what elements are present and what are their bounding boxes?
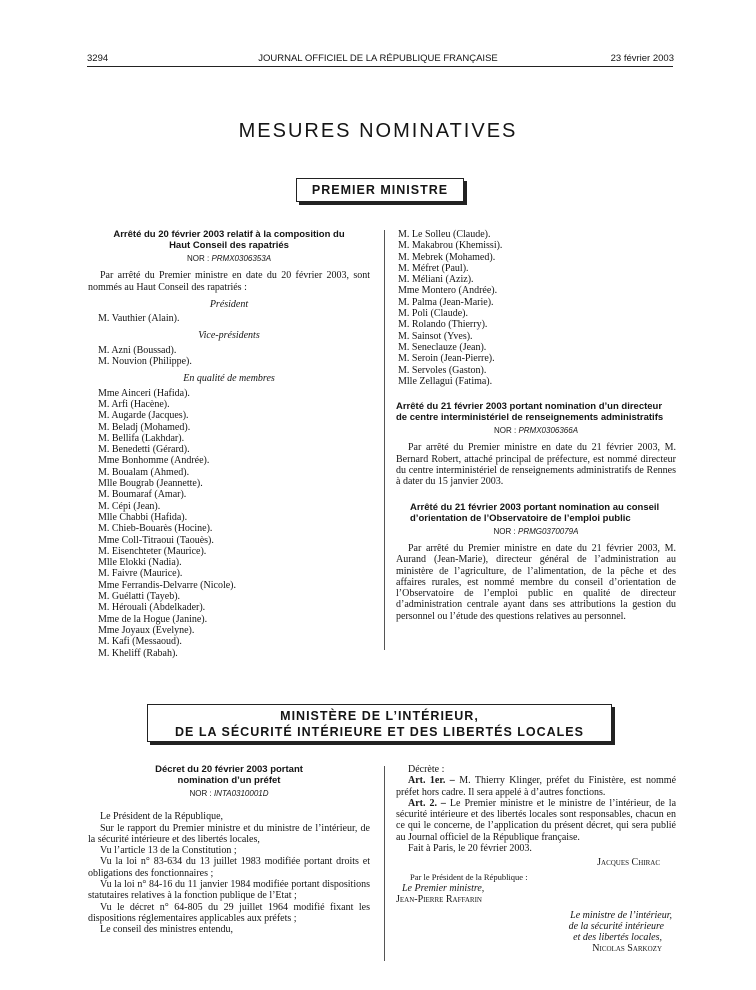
list-item: M. Arfi (Hacène). [98, 398, 170, 410]
list-item: Mlle Elokki (Nadia). [98, 557, 182, 569]
arrete-rapatries [88, 229, 370, 659]
section-title: MESURES NOMINATIVES [238, 120, 518, 142]
ministry-title-line1: MINISTÈRE DE L’INTÉRIEUR, [280, 709, 479, 723]
list-item: M. Chieb-Bouarès (Hocine). [98, 523, 213, 535]
minister-title-2: de la sécurité intérieure [568, 920, 664, 932]
pm-name: Jean-Pierre Raffarin [396, 894, 482, 906]
list-item: M. Nouvion (Philippe). [98, 356, 192, 368]
nor-code: INTA0310001D [213, 789, 269, 798]
list-item: M. Palma (Jean-Marie). [398, 296, 494, 308]
list-item: M. Kheliff (Rabah). [98, 647, 178, 659]
list-item: Mme Joyaux (Evelyne). [98, 624, 195, 636]
arrete-title: Arrêté du 21 février 2003 portant nomination au conseil d’orientation de l’Observatoire de l’emploi public [410, 501, 660, 524]
par-line: Par le Président de la République : [410, 871, 528, 882]
list-item: M. Faivre (Maurice). [98, 568, 183, 580]
list-item: M. Boualam (Ahmed). [98, 466, 190, 478]
list-item: M. Rolando (Thierry). [398, 319, 488, 331]
journal-title: JOURNAL OFFICIEL DE LA RÉPUBLIQUE FRANÇAISE [258, 53, 498, 64]
list-item: M. Cépi (Jean). [98, 500, 161, 512]
arrete-title: Arrêté du 20 février 2003 relatif à la composition du Haut Conseil des rapatriés [113, 229, 345, 251]
decret-left [88, 764, 370, 936]
nor-line [88, 253, 370, 264]
list-item: Mme de la Hogue (Janine). [98, 613, 208, 625]
members-list-continued [396, 229, 676, 387]
article-1-text: M. Thierry Klinger, préfet du Finistère, est nommé préfet hors cadre. Il sera appelé à d’autres fonctions. [396, 775, 677, 798]
signer-name: Jacques Chirac [597, 857, 660, 869]
list-item: M. Méliani (Aziz). [398, 274, 474, 286]
list-item: Mlle Chabbi (Hafida). [98, 511, 188, 523]
minister-title-3: et des libertés locales, [573, 932, 662, 944]
ministry-title-line2: DE LA SÉCURITÉ INTÉRIEURE ET DES LIBERTÉS LOCALES [175, 725, 584, 739]
page-number: 3294 [87, 53, 109, 64]
list-item: M. Méfret (Paul). [398, 262, 469, 274]
visa-line: Vu la loi n° 83-634 du 13 juillet 1983 modifiée portant droits et obligations des fonctionnaires ; [88, 856, 370, 879]
list-item: M. Eisenchteter (Maurice). [98, 545, 207, 557]
list-item: Mlle Zellagui (Fatima). [398, 375, 493, 387]
nor-label: NOR : [186, 254, 210, 263]
intro-paragraph: Par arrêté du Premier ministre en date du 20 février 2003, sont nommés au Haut Conseil des rapatriés : [88, 270, 370, 293]
list-item: M. Sainsot (Yves). [398, 330, 473, 342]
header-rule [87, 66, 673, 67]
list-item: M. Seroin (Jean-Pierre). [398, 353, 495, 365]
list-item: Mme Ferrandis-Delvarre (Nicole). [98, 579, 236, 591]
right-column [396, 229, 676, 622]
ministry-title: PREMIER MINISTRE [311, 183, 449, 197]
arrete-title: Arrêté du 21 février 2003 portant nomination d’un directeur de centre interministériel de renseignements administratifs [396, 401, 664, 424]
list-item: M. Benedetti (Gérard). [98, 444, 190, 456]
decrete-line: Décrète : [408, 764, 445, 775]
list-item: M. Boumaraf (Amar). [98, 489, 187, 501]
list-item: M. Guélatti (Tayeb). [98, 591, 181, 603]
list-item: M. Azni (Boussad). [98, 344, 177, 356]
minister-name: Nicolas Sarkozy [592, 943, 662, 955]
arrete-body: Par arrêté du Premier ministre en date du 21 février 2003, M. Aurand (Jean-Marie), directeur général de l’administration au ministère de l’agriculture, de l’alimentation, de la pêche et des affaires rurales, est nommé membre du conseil d’orientation de l’Observatoire de l’emploi public en qualité de directeur d’administration centrale ayant dans ses attributions la gestion du personnel ou l’étude des questions relatives au personnel. [396, 542, 676, 622]
list-item: M. Hérouali (Abdelkader). [98, 602, 206, 614]
list-item: Mlle Bougrab (Jeannette). [98, 478, 203, 490]
members-list [88, 388, 370, 659]
list-item: M. Le Solleu (Claude). [398, 229, 491, 240]
list-item: M. Seneclauze (Jean). [398, 341, 487, 353]
list-item: Mme Coll-Titraoui (Taouès). [98, 534, 214, 546]
decret-right [396, 764, 676, 955]
list-item: M. Bellifa (Lakhdar). [98, 432, 185, 444]
list-item: M. Poli (Claude). [398, 308, 468, 320]
nor-label: NOR : [493, 426, 517, 436]
heading-members: En qualité de membres [183, 373, 275, 385]
heading-president: Président [209, 298, 249, 310]
issue-date: 23 février 2003 [610, 53, 674, 64]
vice-list [88, 345, 370, 368]
article-2 [396, 798, 676, 843]
pm-title: Le Premier ministre, [402, 882, 485, 894]
list-item: M. Servoles (Gaston). [398, 364, 487, 376]
column-divider [384, 230, 385, 650]
ministry-box [147, 704, 612, 742]
list-item: Mme Ainceri (Hafida). [98, 387, 190, 399]
article-1-label: Art. 1er. – [408, 775, 455, 787]
visa-line: Le conseil des ministres entendu, [100, 924, 234, 936]
ministry-box [296, 178, 464, 202]
list-item: M. Beladj (Mohamed). [98, 421, 191, 433]
list-item: Mme Bonhomme (Andrée). [98, 455, 210, 467]
nor-line [88, 788, 370, 799]
nor-line [396, 526, 676, 537]
visa-line: Vu le décret n° 64-805 du 29 juillet 1964 modifié fixant les dispositions réglementaires applicables aux préfets ; [88, 901, 370, 924]
nor-label: NOR : [493, 526, 516, 536]
nor-code: PRMX0306353A [211, 254, 272, 263]
list-item: M. Makabrou (Khemissi). [398, 240, 503, 252]
president-name: M. Vauthier (Alain). [98, 313, 180, 325]
article-2-text: Le Premier ministre et le ministre de l’intérieur, de la sécurité intérieure et des libertés locales sont responsables, chacun en ce qui le concerne, de l’application du présent décret, qui sera publié au Journal officiel de la République française. [396, 797, 677, 843]
list-item: M. Mebrek (Mohamed). [398, 251, 496, 263]
visa-line: Le Président de la République, [100, 811, 224, 823]
visa-line: Sur le rapport du Premier ministre et du ministre de l’intérieur, de la sécurité intérieure et des libertés locales, [88, 822, 370, 845]
list-item: M. Kafi (Messaoud). [98, 636, 182, 648]
nor-code: PRMX0306366A [518, 426, 579, 436]
heading-vice: Vice-présidents [198, 330, 260, 342]
decret-title: Décret du 20 février 2003 portant nomination d’un préfet [155, 764, 303, 786]
column-divider [384, 766, 385, 961]
visa-line: Vu l’article 13 de la Constitution ; [100, 845, 237, 857]
minister-title-1: Le ministre de l’intérieur, [570, 909, 672, 921]
arrete-body: Par arrêté du Premier ministre en date du 21 février 2003, M. Bernard Robert, attaché principal de préfecture, est nommé directeur du centre interministériel de renseignements administratifs de Rennes à dater du 15 janvier 2003. [396, 442, 676, 488]
visa-line: Vu la loi n° 84-16 du 11 janvier 1984 modifiée portant dispositions statutaires relatives à la fonction publique de l’Etat ; [88, 879, 370, 902]
nor-label: NOR : [189, 789, 212, 798]
fait-line: Fait à Paris, le 20 février 2003. [408, 843, 532, 855]
list-item: Mme Montero (Andrée). [398, 285, 498, 297]
list-item: M. Augarde (Jacques). [98, 410, 189, 422]
article-1 [396, 775, 676, 798]
nor-code: PRMG0370079A [517, 526, 579, 536]
nor-line [396, 425, 676, 436]
article-2-label: Art. 2. – [408, 797, 446, 809]
